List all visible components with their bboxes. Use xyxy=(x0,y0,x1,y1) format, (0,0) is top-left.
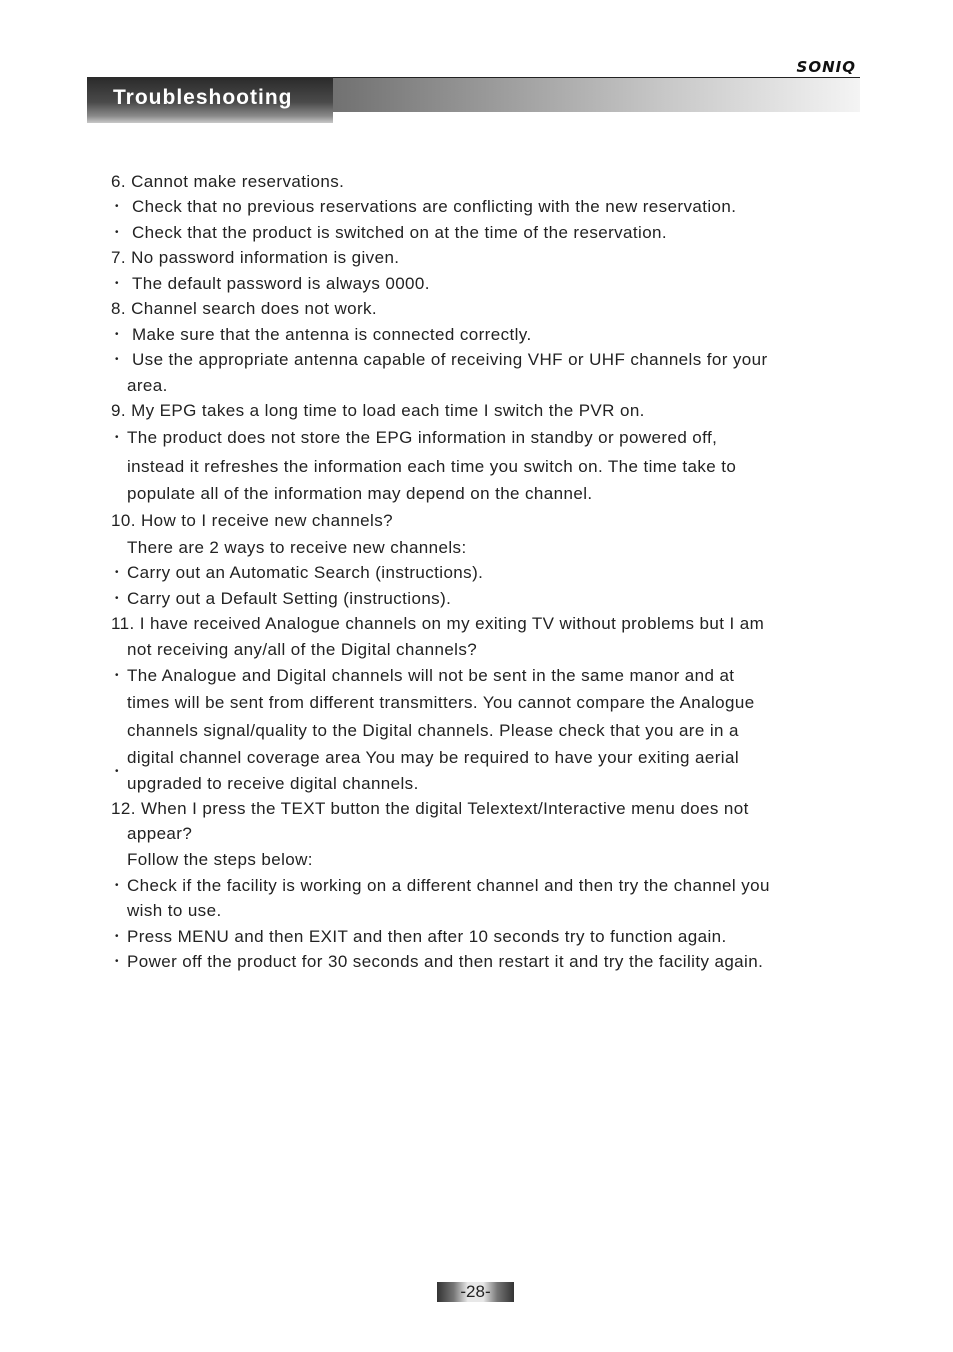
bullet-icon: • xyxy=(115,201,119,212)
answer-item: Press MENU and then EXIT and then after 10 seconds try to function again. xyxy=(127,927,727,946)
question-heading-continuation: appear? xyxy=(127,824,193,843)
answer-text: Follow the steps below: xyxy=(127,850,313,869)
answer-item: Check that the product is switched on at the time of the reservation. xyxy=(132,223,668,242)
answer-item: The default password is always 0000. xyxy=(132,274,430,293)
answer-item-continuation: upgraded to receive digital channels. xyxy=(127,774,419,793)
brand-logo: SONIQ xyxy=(796,58,856,76)
question-heading: 9. My EPG takes a long time to load each time I switch the PVR on. xyxy=(111,401,645,420)
answer-item-continuation: wish to use. xyxy=(127,901,222,920)
page-number: -28- xyxy=(437,1282,514,1302)
bullet-icon: • xyxy=(115,766,119,777)
answer-text: There are 2 ways to receive new channels: xyxy=(127,538,467,557)
question-heading: 6. Cannot make reservations. xyxy=(111,172,345,191)
answer-item: The Analogue and Digital channels will not be sent in the same manor and at xyxy=(127,666,735,685)
answer-item: Make sure that the antenna is connected correctly. xyxy=(132,325,532,344)
question-heading: 10. How to I receive new channels? xyxy=(111,511,393,530)
answer-item-continuation: channels signal/quality to the Digital channels. Please check that you are in a xyxy=(127,721,739,740)
answer-item-continuation: area. xyxy=(127,376,168,395)
bullet-icon: • xyxy=(115,432,119,443)
bullet-icon: • xyxy=(115,227,119,238)
answer-item: Check that no previous reservations are conflicting with the new reservation. xyxy=(132,197,737,216)
bullet-icon: • xyxy=(115,880,119,891)
answer-item-continuation: populate all of the information may depend on the channel. xyxy=(127,484,593,503)
bullet-icon: • xyxy=(115,354,119,365)
answer-item-continuation: instead it refreshes the information each time you switch on. The time take to xyxy=(127,457,737,476)
answer-item: Use the appropriate antenna capable of receiving VHF or UHF channels for your xyxy=(132,350,768,369)
answer-item-continuation: times will be sent from different transmitters. You cannot compare the Analogue xyxy=(127,693,755,712)
answer-item: Power off the product for 30 seconds and then restart it and try the facility again. xyxy=(127,952,764,971)
question-heading: 12. When I press the TEXT button the digital Telextext/Interactive menu does not xyxy=(111,799,749,818)
question-heading: 7. No password information is given. xyxy=(111,248,400,267)
bullet-icon: • xyxy=(115,593,119,604)
bullet-icon: • xyxy=(115,567,119,578)
bullet-icon: • xyxy=(115,329,119,340)
question-heading: 11. I have received Analogue channels on my exiting TV without problems but I am xyxy=(111,614,765,633)
answer-item: The product does not store the EPG information in standby or powered off, xyxy=(127,428,718,447)
question-heading: 8. Channel search does not work. xyxy=(111,299,378,318)
answer-item: Carry out an Automatic Search (instructions). xyxy=(127,563,484,582)
bullet-icon: • xyxy=(115,956,119,967)
page-title: Troubleshooting xyxy=(113,86,293,109)
question-heading-continuation: not receiving any/all of the Digital channels? xyxy=(127,640,478,659)
bullet-icon: • xyxy=(115,670,119,681)
bullet-icon: • xyxy=(115,931,119,942)
bullet-icon: • xyxy=(115,278,119,289)
answer-item: Check if the facility is working on a different channel and then try the channel you xyxy=(127,876,770,895)
answer-item: Carry out a Default Setting (instructions). xyxy=(127,589,452,608)
answer-item-continuation: digital channel coverage area You may be required to have your exiting aerial xyxy=(127,748,740,767)
